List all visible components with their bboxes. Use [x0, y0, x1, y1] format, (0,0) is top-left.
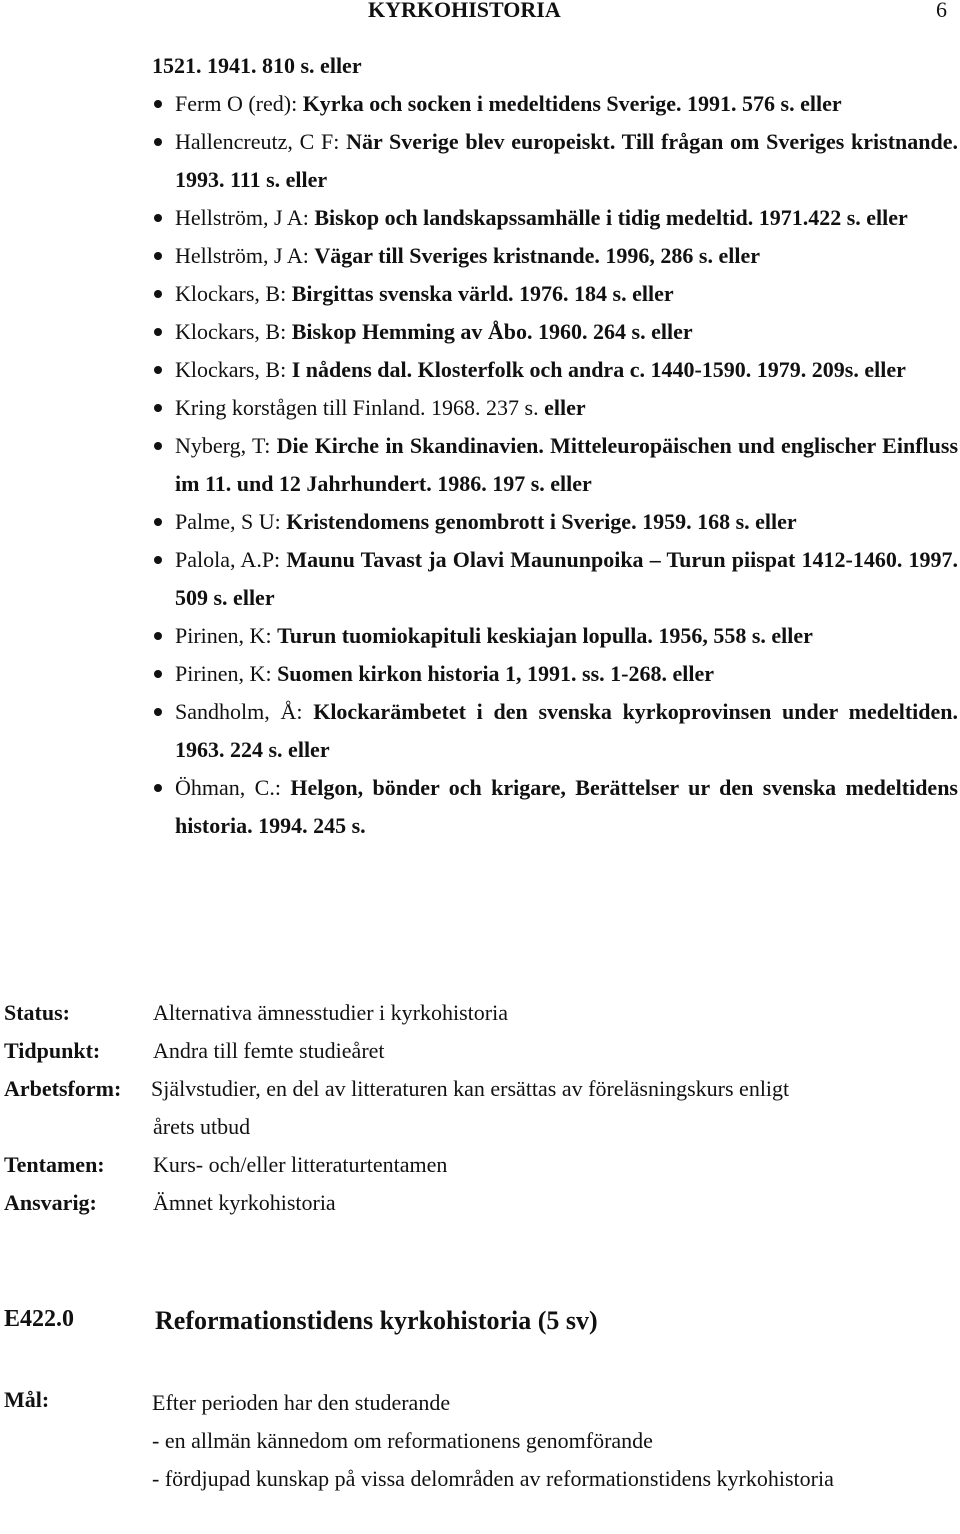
bullet-icon: [154, 670, 162, 678]
bullet-icon: [154, 252, 162, 260]
bibliography-entry: [152, 693, 958, 769]
entry-author: Öhman, C.:: [175, 775, 291, 800]
page-number: 6: [936, 0, 947, 22]
bullet-icon: [154, 404, 162, 412]
entry-title: 1521. 1941. 810 s. eller: [152, 53, 362, 78]
entry-author: Nyberg, T:: [175, 433, 277, 458]
bibliography-entry: [152, 427, 958, 503]
entry-author: Palme, S U:: [175, 509, 287, 534]
bibliography-entry: [152, 199, 958, 237]
entry-title: Biskop Hemming av Åbo. 1960. 264 s. eller: [291, 319, 693, 344]
entry-title: Birgittas svenska värld. 1976. 184 s. eller: [291, 281, 674, 306]
bullet-icon: [154, 328, 162, 336]
bibliography-entry: [152, 47, 958, 85]
entry-title: Suomen kirkon historia 1, 1991. ss. 1-268. eller: [277, 661, 715, 686]
status-label: Status:: [4, 1000, 71, 1025]
bullet-icon: [154, 214, 162, 222]
bibliography-entry: [152, 237, 958, 275]
entry-author: Kring korstågen till Finland. 1968. 237 s.: [175, 395, 545, 420]
bullet-icon: [154, 290, 162, 298]
exam-value: Kurs- och/eller litteraturtentamen: [153, 1152, 448, 1177]
bullet-icon: [154, 366, 162, 374]
bullet-icon: [154, 442, 162, 450]
goal-line: Efter perioden har den studerande: [152, 1390, 451, 1415]
course-title: Reformationstidens kyrkohistoria (5 sv): [155, 1306, 598, 1335]
entry-title: I nådens dal. Klosterfolk och andra c. 1440-1590. 1979. 209s. eller: [291, 357, 906, 382]
entry-author: Hallencreutz, C F:: [175, 129, 347, 154]
bibliography-entry: [152, 503, 958, 541]
bibliography-entry: [152, 389, 958, 427]
entry-author: Hellström, J A:: [175, 205, 315, 230]
time-value: Andra till femte studieåret: [153, 1038, 385, 1063]
entry-title: Klockarämbetet i den svenska kyrkoprovinsen under medeltiden. 1963. 224 s. eller: [175, 699, 958, 762]
goal-line: - fördjupad kunskap på vissa delområden av reformationstidens kyrkohistoria: [152, 1466, 834, 1491]
course-code: E422.0: [4, 1306, 75, 1332]
bullet-icon: [154, 100, 162, 108]
entry-author: Ferm O (red):: [175, 91, 303, 116]
entry-author: Pirinen, K:: [175, 623, 278, 648]
status-value: Alternativa ämnesstudier i kyrkohistoria: [153, 1000, 508, 1025]
responsible-label: Ansvarig:: [4, 1190, 97, 1215]
entry-author: Sandholm, Å:: [175, 699, 314, 724]
entry-title: Helgon, bönder och krigare, Berättelser ur den svenska medeltidens historia. 1994. 245 s.: [175, 775, 958, 838]
bibliography-entry: [152, 313, 958, 351]
entry-author: Klockars, B:: [175, 281, 292, 306]
exam-label: Tentamen:: [4, 1152, 105, 1177]
bullet-icon: [154, 518, 162, 526]
bibliography-entry: [152, 655, 958, 693]
responsible-value: Ämnet kyrkohistoria: [153, 1190, 336, 1215]
bibliography-entry: [152, 85, 958, 123]
bullet-icon: [154, 138, 162, 146]
bibliography-entry: [152, 617, 958, 655]
entry-author: Klockars, B:: [175, 357, 292, 382]
form-value: Självstudier, en del av litteraturen kan ersättas av föreläsningskurs enligt: [151, 1076, 790, 1101]
entry-title: eller: [544, 395, 586, 420]
goal-text: [152, 1384, 958, 1498]
entry-title: Maunu Tavast ja Olavi Maununpoika – Turun piispat 1412-1460. 1997. 509 s. eller: [175, 547, 958, 610]
entry-title: Turun tuomiokapituli keskiajan lopulla. 1956, 558 s. eller: [277, 623, 813, 648]
bibliography-entry: [152, 541, 958, 617]
bullet-icon: [154, 556, 162, 564]
entry-title: Kyrka och socken i medeltidens Sverige. 1991. 576 s. eller: [302, 91, 842, 116]
goal-label: Mål:: [4, 1387, 50, 1412]
form-label: Arbetsform:: [4, 1076, 122, 1101]
entry-title: Vägar till Sveriges kristnande. 1996, 286 s. eller: [314, 243, 761, 268]
bibliography-entry: [152, 275, 958, 313]
entry-title: Die Kirche in Skandinavien. Mitteleuropäischen und englischer Einfluss im 11. und 12 Jahrhundert. 1986. 197 s. eller: [175, 433, 959, 496]
entry-title: Biskop och landskapssamhälle i tidig medeltid. 1971.422 s. eller: [314, 205, 908, 230]
entry-author: Pirinen, K:: [175, 661, 278, 686]
bibliography-list: [152, 47, 958, 845]
entry-author: Palola, A.P:: [175, 547, 287, 572]
goal-line: - en allmän kännedom om reformationens genomförande: [152, 1428, 653, 1453]
entry-title: När Sverige blev europeiskt. Till frågan om Sveriges kristnande. 1993. 111 s. eller: [175, 129, 958, 192]
form-value-cont: årets utbud: [153, 1114, 251, 1139]
bibliography-entry: [152, 123, 958, 199]
bullet-icon: [154, 784, 162, 792]
entry-title: Kristendomens genombrott i Sverige. 1959. 168 s. eller: [286, 509, 797, 534]
bibliography-entry: [152, 351, 958, 389]
entry-author: Klockars, B:: [175, 319, 292, 344]
bullet-icon: [154, 708, 162, 716]
bullet-icon: [154, 632, 162, 640]
entry-author: Hellström, J A:: [175, 243, 315, 268]
running-header-title: KYRKOHISTORIA: [368, 0, 561, 22]
time-label: Tidpunkt:: [4, 1038, 101, 1063]
bibliography-entry: [152, 769, 958, 845]
